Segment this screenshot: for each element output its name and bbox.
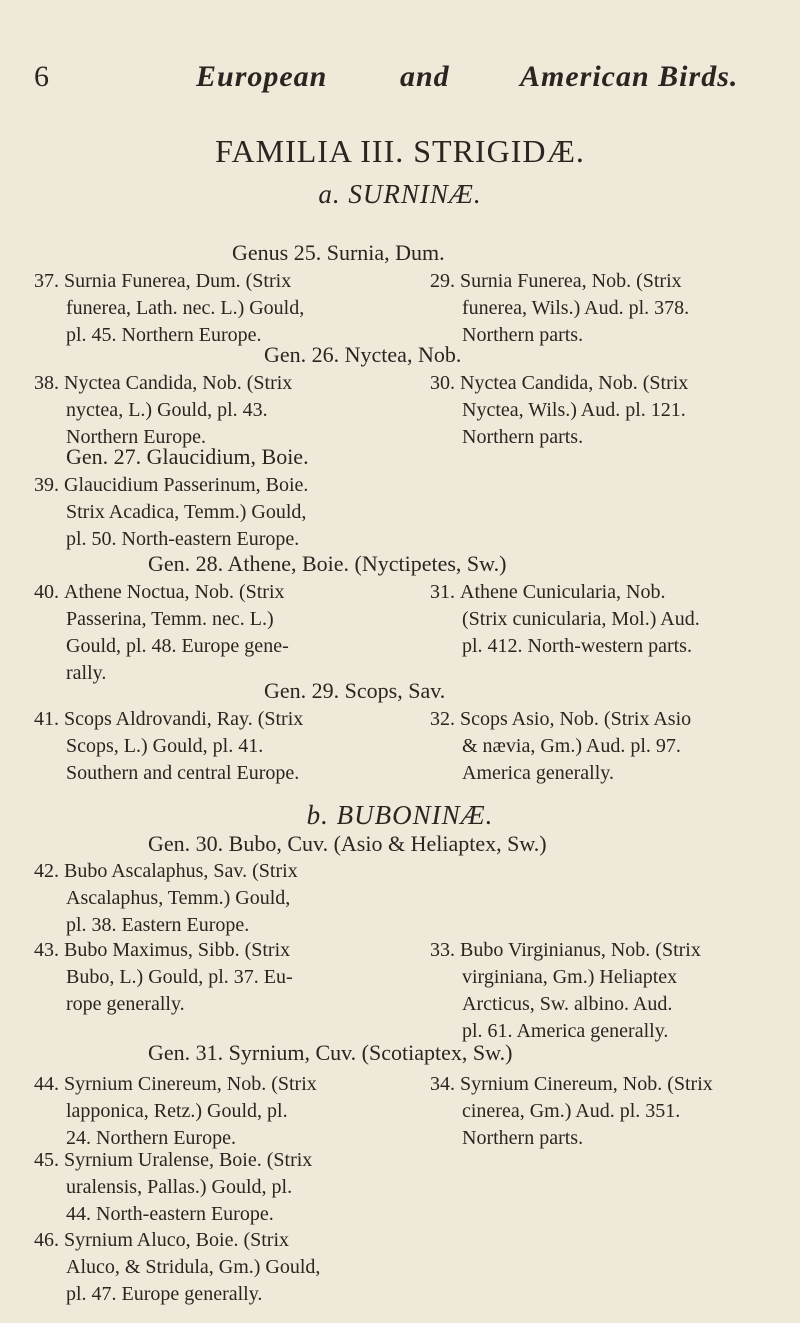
entry-line: Northern parts. bbox=[462, 324, 584, 347]
subfamily-a-heading: a. SURNINÆ. bbox=[318, 179, 482, 209]
entry-line: pl. 38. Eastern Europe. bbox=[66, 914, 250, 937]
entry-line: Surnia Funerea, Nob. (Strix bbox=[460, 270, 682, 293]
page-number: 6 bbox=[34, 60, 49, 93]
entry-line: 42. bbox=[34, 860, 64, 883]
entry-line: rally. bbox=[66, 662, 107, 685]
genus-25-heading: Genus 25. Surnia, Dum. bbox=[232, 240, 445, 265]
entry-line: Northern parts. bbox=[462, 426, 584, 449]
euro-entry-41 bbox=[34, 706, 404, 787]
entry-line: (Strix cunicularia, Mol.) Aud. bbox=[462, 608, 700, 631]
entry-line: pl. 412. North-western parts. bbox=[462, 635, 692, 658]
euro-entry-37 bbox=[34, 268, 404, 349]
entry-line: virginiana, Gm.) Heliaptex bbox=[462, 965, 678, 988]
entry-line: pl. 45. Northern Europe. bbox=[66, 324, 262, 347]
entry-line: 45. bbox=[34, 1148, 64, 1171]
subfamily-b-heading: b. BUBONINÆ. bbox=[306, 800, 494, 831]
entry-line: Athene Noctua, Nob. (Strix bbox=[64, 581, 285, 604]
entry-line: pl. 50. North-eastern Europe. bbox=[66, 528, 300, 551]
euro-entry-43 bbox=[34, 937, 404, 1018]
genus-28-heading: Gen. 28. Athene, Boie. (Nyctipetes, Sw.) bbox=[148, 550, 507, 576]
entry-line: lapponica, Retz.) Gould, pl. bbox=[66, 1099, 288, 1122]
entry-line: Bubo, L.) Gould, pl. 37. Eu- bbox=[66, 965, 293, 988]
amer-entry-29 bbox=[430, 268, 775, 349]
header-title-american: American Birds. bbox=[520, 60, 739, 93]
entry-line: 29. bbox=[430, 270, 460, 293]
entry-line: rope generally. bbox=[66, 992, 185, 1015]
entry-line: Syrnium Cinereum, Nob. (Strix bbox=[460, 1072, 713, 1095]
entry-line: Southern and central Europe. bbox=[66, 762, 300, 785]
entry-line: Aluco, & Stridula, Gm.) Gould, bbox=[66, 1256, 321, 1278]
entry-line: 44. bbox=[34, 1072, 64, 1095]
entry-line: Glaucidium Passerinum, Boie. bbox=[64, 474, 309, 497]
entry-line: 31. bbox=[430, 581, 460, 604]
entry-line: 41. bbox=[34, 708, 64, 731]
entry-line: 30. bbox=[430, 372, 460, 395]
family-heading: FAMILIA III. STRIGIDÆ. bbox=[215, 133, 585, 169]
entry-line: Syrnium Uralense, Boie. (Strix bbox=[64, 1148, 313, 1171]
euro-entry-46 bbox=[34, 1227, 404, 1308]
entry-line: America generally. bbox=[462, 762, 614, 785]
euro-entry-42 bbox=[34, 858, 404, 939]
entry-line: Athene Cunicularia, Nob. bbox=[460, 581, 666, 604]
euro-entry-39 bbox=[34, 472, 404, 553]
entry-line: 46. bbox=[34, 1229, 64, 1251]
entry-line: Syrnium Cinereum, Nob. (Strix bbox=[64, 1072, 317, 1095]
entry-line: 40. bbox=[34, 581, 64, 604]
entry-line: Nyctea Candida, Nob. (Strix bbox=[460, 372, 689, 395]
euro-entry-44 bbox=[34, 1071, 404, 1152]
euro-entry-45 bbox=[34, 1147, 404, 1228]
header-title-european: European bbox=[196, 60, 328, 93]
euro-entry-40 bbox=[34, 579, 404, 687]
genus-30-heading: Gen. 30. Bubo, Cuv. (Asio & Heliaptex, Sw.) bbox=[148, 831, 547, 857]
entry-line: Bubo Ascalaphus, Sav. (Strix bbox=[64, 860, 298, 883]
entry-line: 24. Northern Europe. bbox=[66, 1126, 236, 1149]
entry-line: Bubo Virginianus, Nob. (Strix bbox=[460, 938, 701, 961]
entry-line: 37. bbox=[34, 270, 64, 293]
entry-line: funerea, Wils.) Aud. pl. 378. bbox=[462, 297, 690, 320]
entry-line: Scops, L.) Gould, pl. 41. bbox=[66, 735, 264, 758]
entry-line: Nyctea Candida, Nob. (Strix bbox=[64, 372, 293, 395]
entry-line: Bubo Maximus, Sibb. (Strix bbox=[64, 938, 291, 961]
entry-line: uralensis, Pallas.) Gould, pl. bbox=[66, 1175, 293, 1198]
entry-line: Strix Acadica, Temm.) Gould, bbox=[66, 501, 307, 524]
entry-line: Northern Europe. bbox=[66, 426, 206, 449]
entry-line: Scops Aldrovandi, Ray. (Strix bbox=[64, 708, 304, 731]
euro-entry-38 bbox=[34, 370, 404, 451]
entry-line: 38. bbox=[34, 372, 64, 395]
entry-line: Scops Asio, Nob. (Strix Asio bbox=[460, 708, 692, 731]
entry-line: 33. bbox=[430, 938, 460, 961]
genus-31-heading: Gen. 31. Syrnium, Cuv. (Scotiaptex, Sw.) bbox=[148, 1040, 513, 1066]
entry-line: 34. bbox=[430, 1072, 460, 1095]
entry-line: funerea, Lath. nec. L.) Gould, bbox=[66, 297, 305, 320]
genus-29-heading: Gen. 29. Scops, Sav. bbox=[264, 678, 446, 704]
entry-line: Nyctea, Wils.) Aud. pl. 121. bbox=[462, 399, 686, 422]
entry-line: Ascalaphus, Temm.) Gould, bbox=[66, 887, 291, 910]
entry-line: Northern parts. bbox=[462, 1126, 584, 1149]
entry-line: 32. bbox=[430, 708, 460, 731]
amer-entry-30 bbox=[430, 370, 775, 451]
entry-line: Arcticus, Sw. albino. Aud. bbox=[462, 992, 673, 1015]
entry-line: nyctea, L.) Gould, pl. 43. bbox=[66, 399, 268, 422]
amer-entry-34 bbox=[430, 1071, 775, 1152]
entry-line: Syrnium Aluco, Boie. (Strix bbox=[64, 1229, 289, 1251]
entry-line: cinerea, Gm.) Aud. pl. 351. bbox=[462, 1099, 681, 1122]
entry-line: Surnia Funerea, Dum. (Strix bbox=[64, 270, 292, 293]
entry-line: pl. 61. America generally. bbox=[462, 1019, 669, 1042]
genus-26-heading: Gen. 26. Nyctea, Nob. bbox=[264, 342, 462, 368]
genus-27-heading: Gen. 27. Glaucidium, Boie. bbox=[66, 444, 309, 470]
entry-line: & nævia, Gm.) Aud. pl. 97. bbox=[462, 735, 681, 758]
amer-entry-32 bbox=[430, 706, 775, 787]
amer-entry-33 bbox=[430, 937, 775, 1045]
running-header bbox=[0, 48, 800, 98]
header-title-and: and bbox=[400, 60, 450, 93]
entry-line: pl. 47. Europe generally. bbox=[66, 1283, 263, 1305]
amer-entry-31 bbox=[430, 579, 775, 660]
entry-line: 43. bbox=[34, 938, 64, 961]
entry-line: 39. bbox=[34, 474, 64, 497]
entry-line: Passerina, Temm. nec. L.) bbox=[66, 608, 274, 631]
entry-line: 44. North-eastern Europe. bbox=[66, 1202, 274, 1225]
entry-line: Gould, pl. 48. Europe gene- bbox=[66, 635, 289, 658]
